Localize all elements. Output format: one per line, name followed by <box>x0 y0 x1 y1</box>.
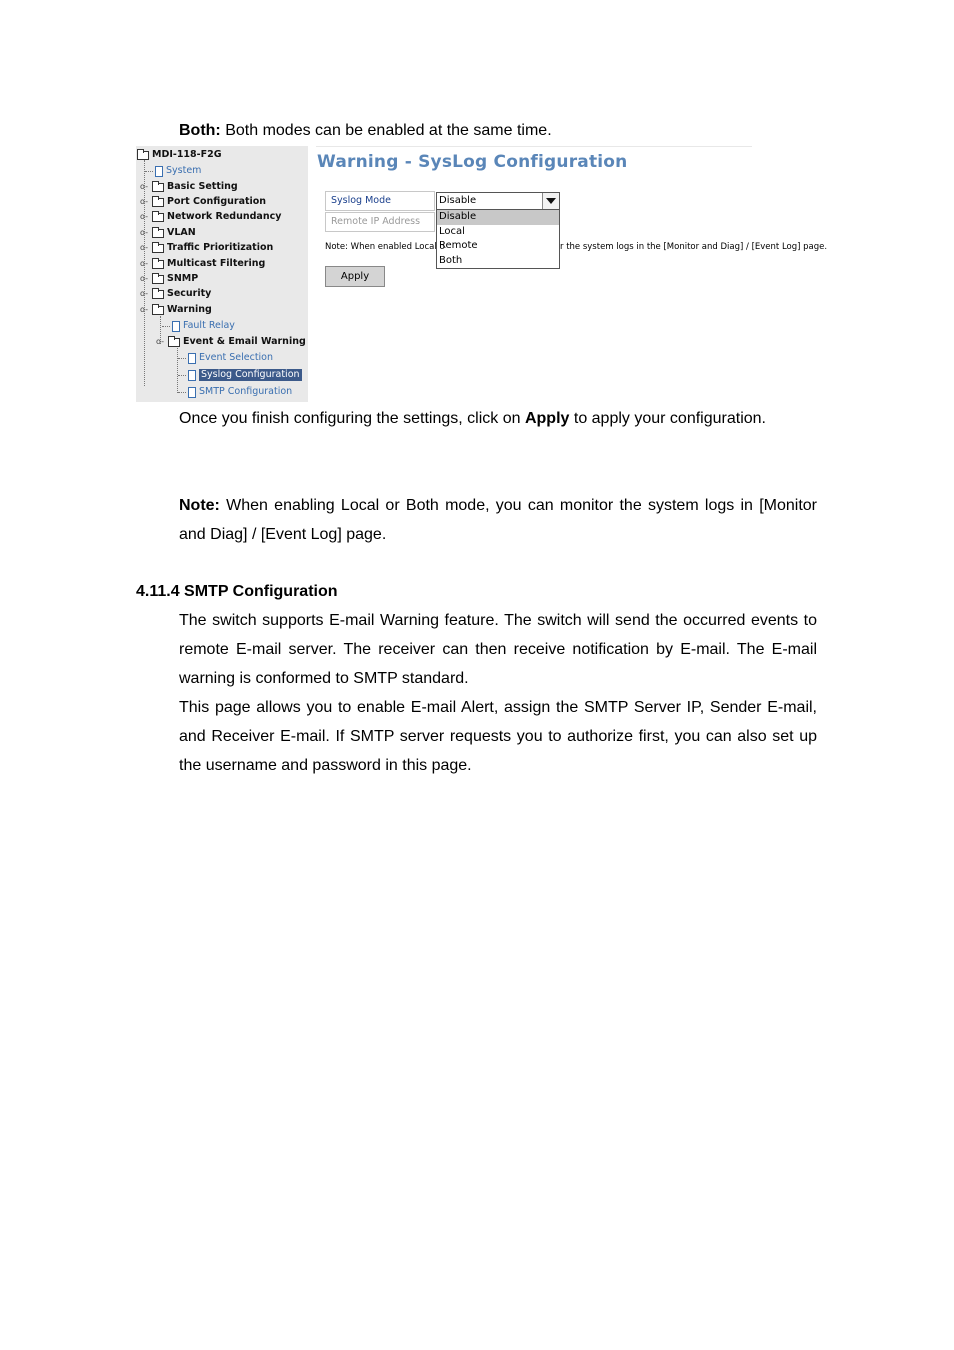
folder-icon <box>137 151 149 160</box>
folder-icon <box>152 198 164 207</box>
tree-item-traffic-prioritization[interactable]: o- Traffic Prioritization <box>140 242 274 253</box>
option-remote[interactable]: Remote <box>439 240 478 251</box>
folder-icon <box>152 275 164 284</box>
folder-icon <box>152 306 164 315</box>
tree-item-warning[interactable]: o- Warning <box>140 304 212 315</box>
tree-item-network-redundancy[interactable]: o- Network Redundancy <box>140 211 282 222</box>
folder-icon <box>152 213 164 222</box>
note-paragraph: Note: When enabling Local or Both mode, you can monitor the system logs in [Monitor and Diag] / [Event Log] page. <box>179 497 817 543</box>
tree-item-security[interactable]: o- Security <box>140 288 212 299</box>
page-title: Warning - SysLog Configuration <box>317 152 628 172</box>
both-mode-description <box>179 116 817 145</box>
tree-item-syslog-configuration[interactable]: Syslog Configuration <box>178 369 302 381</box>
folder-icon <box>152 244 164 253</box>
screenshot-note-end: r the system logs in the [Monitor and Diag] / [Event Log] page. <box>560 242 828 252</box>
page-icon <box>188 370 196 381</box>
note-label: Note: <box>179 497 220 514</box>
page-icon <box>172 321 180 332</box>
folder-icon <box>152 229 164 238</box>
page-icon <box>155 166 163 177</box>
folder-icon <box>152 290 164 299</box>
option-both[interactable]: Both <box>439 254 463 266</box>
tree-root[interactable] <box>137 149 222 161</box>
tree-item-smtp-configuration[interactable]: SMTP Configuration <box>178 386 292 398</box>
tree-item-vlan[interactable]: o- VLAN <box>140 227 196 238</box>
option-local[interactable]: Local <box>439 225 465 237</box>
syslog-mode-select[interactable] <box>436 192 560 210</box>
tree-item-event-email-warning[interactable]: o- Event & Email Warning <box>156 336 306 347</box>
both-text: Both modes can be enabled at the same time. <box>220 122 552 139</box>
apply-button[interactable]: Apply <box>325 266 385 287</box>
tree-item-system[interactable]: System <box>145 165 201 177</box>
screenshot-note-start: Note: When enabled Local o <box>325 242 445 252</box>
syslog-configuration-screenshot <box>136 146 828 402</box>
page-icon <box>188 387 196 398</box>
syslog-mode-value: Disable <box>439 195 477 206</box>
tree-item-event-selection[interactable]: Event Selection <box>178 352 273 364</box>
tree-item-port-configuration[interactable]: o- Port Configuration <box>140 196 267 207</box>
both-label: Both: <box>179 122 221 139</box>
folder-icon <box>152 260 164 269</box>
tree-item-snmp[interactable]: o- SNMP <box>140 273 199 284</box>
chevron-down-icon[interactable] <box>542 193 559 209</box>
apply-word: Apply <box>524 410 570 427</box>
tree-item-fault-relay[interactable]: Fault Relay <box>162 320 235 332</box>
tree-item-multicast-filtering[interactable]: o- Multicast Filtering <box>140 258 266 269</box>
option-disable[interactable]: Disable <box>437 210 559 225</box>
tree-item-basic-setting[interactable]: o- Basic Setting <box>140 181 238 192</box>
section-heading: 4.11.4 SMTP Configuration <box>136 583 338 600</box>
syslog-mode-dropdown <box>436 209 560 269</box>
folder-icon <box>168 338 180 347</box>
syslog-mode-label: Syslog Mode <box>325 191 435 211</box>
tree-root-label: MDI-118-F2G <box>152 149 222 160</box>
smtp-paragraph-2: This page allows you to enable E-mail Alert, assign the SMTP Server IP, Sender E-mail, and Receiver E-mail. If SMTP server requests you to authorize first, you can also set up the username and password in this page. <box>179 699 817 774</box>
navigation-tree <box>136 146 308 402</box>
smtp-paragraph-1: The switch supports E-mail Warning feature. The switch will send the occurred events to remote E-mail server. The receiver can then receive notification by E-mail. The E-mail warning is conformed to SMTP standard. <box>179 612 817 687</box>
page-icon <box>188 353 196 364</box>
apply-instruction: Once you finish configuring the settings, click on Apply to apply your configuration. <box>179 410 766 427</box>
folder-icon <box>152 183 164 192</box>
remote-ip-label: Remote IP Address <box>325 212 435 232</box>
